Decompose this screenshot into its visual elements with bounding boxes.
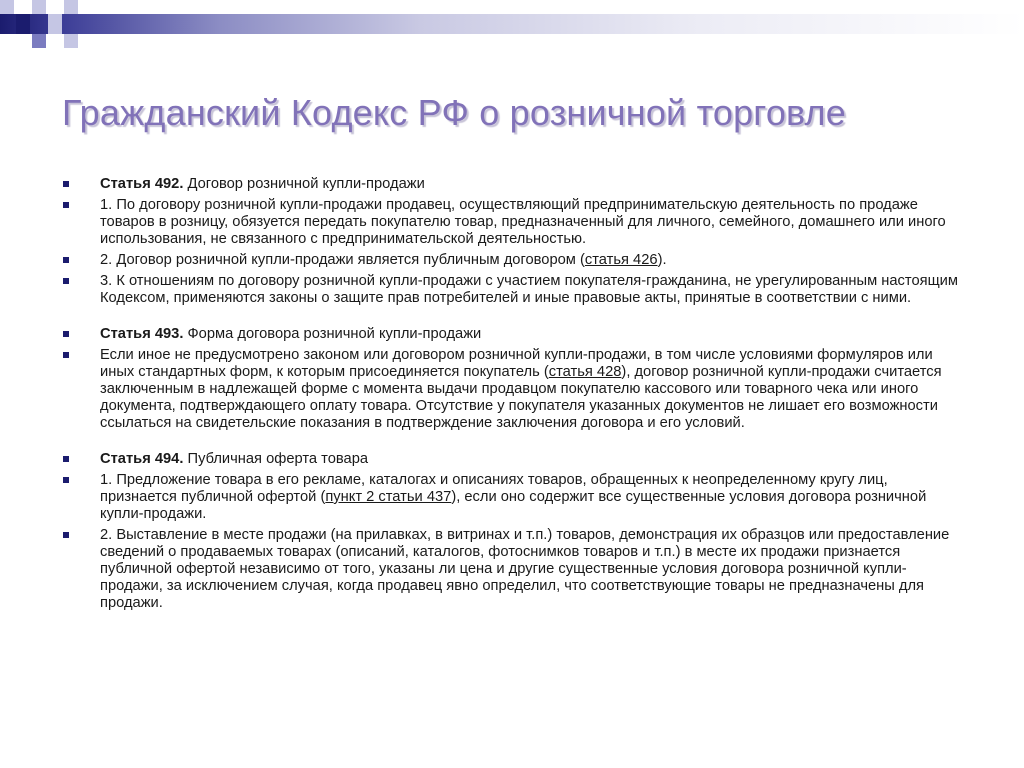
item-text: Если иное не предусмотрено законом или договором розничной купли-продажи, в том числе условиями формуляров или иных стандартных форм, к которым присоединяется покупатель (	[100, 347, 933, 380]
article-subject: Договор розничной купли-продажи	[183, 176, 425, 192]
slide-body	[62, 176, 962, 616]
item-text: 1. По договору розничной купли-продажи продавец, осуществляющий предпринимательскую деятельность по продаже товаров в розницу, обязуется передать покупателю товар, предназначенный для личного, семейного, домашнего или иного использования, не связанного с предпринимательской деятельностью.	[100, 197, 946, 247]
bullet-icon	[63, 257, 69, 263]
decor-square	[64, 34, 78, 48]
item-text: 2. Договор розничной купли-продажи является публичным договором (	[100, 252, 585, 268]
decor-square	[32, 34, 46, 48]
article-heading: Статья 493.	[100, 326, 184, 342]
bullet-icon	[63, 477, 69, 483]
list-item	[62, 176, 962, 193]
decor-square	[16, 14, 30, 34]
item-text: 3. К отношениям по договору розничной купли-продажи с участием покупателя-гражданина, не урегулированным настоящим Кодексом, применяются законы о защите прав потребителей и иные правовые акты, принятые в соответствии с ними.	[100, 273, 958, 306]
bullet-icon	[63, 278, 69, 284]
list-item	[62, 527, 962, 612]
bullet-icon	[63, 331, 69, 337]
item-text: ).	[657, 252, 667, 268]
article-link[interactable]: пункт 2 статьи 437	[325, 489, 452, 505]
article-heading: Статья 494.	[100, 451, 184, 467]
decor-square	[48, 14, 62, 34]
article-subject: Публичная оферта товара	[183, 451, 369, 467]
decor-square	[64, 0, 78, 14]
header-gradient-bar	[0, 14, 1024, 34]
bullet-icon	[63, 352, 69, 358]
item-text: 1. Предложение товара в его рекламе, каталогах и описаниях товаров, обращенных к неопределенному кругу лиц, признается публичной офертой (	[100, 472, 888, 505]
item-text: ), договор розничной купли-продажи считается заключенным в надлежащей форме с момента выдачи продавцом покупателю кассового или товарного чека или иного документа, подтверждающего оплату товара. Отсутствие у покупателя указанных документов не лишает его возможности ссылаться на свидетельские показания в подтверждение заключения договора и его условий.	[100, 364, 942, 431]
item-text: ), если оно содержит все существенные условия договора розничной купли-продажи.	[100, 489, 927, 522]
bullet-icon	[63, 202, 69, 208]
list-item	[62, 273, 962, 307]
list-item	[62, 197, 962, 248]
list-item	[62, 326, 962, 343]
bullet-icon	[63, 181, 69, 187]
decor-square	[32, 0, 46, 14]
article-heading: Статья 492.	[100, 176, 184, 192]
list-item	[62, 347, 962, 432]
list-item	[62, 252, 962, 269]
slide-title: Гражданский Кодекс РФ о розничной торговле	[62, 92, 846, 133]
item-text: 2. Выставление в месте продажи (на прилавках, в витринах и т.п.) товаров, демонстрация их образцов или предоставление сведений о продаваемых товарах (описаний, каталогов, фотоснимков товаров и т.п.) в месте их продажи признается публичной офертой независимо от того, указаны ли цена и другие существенные условия договора розничной купли-продажи, за исключением случая, когда продавец явно определил, что соответствующие товары не предназначены для продажи.	[100, 527, 950, 611]
list-item	[62, 472, 962, 523]
article-link[interactable]: статья 426	[584, 252, 658, 268]
bullet-icon	[63, 532, 69, 538]
article-link[interactable]: статья 428	[548, 364, 622, 380]
list-item	[62, 451, 962, 468]
decor-square	[0, 0, 14, 14]
article-subject: Форма договора розничной купли-продажи	[183, 326, 482, 342]
bullet-icon	[63, 456, 69, 462]
